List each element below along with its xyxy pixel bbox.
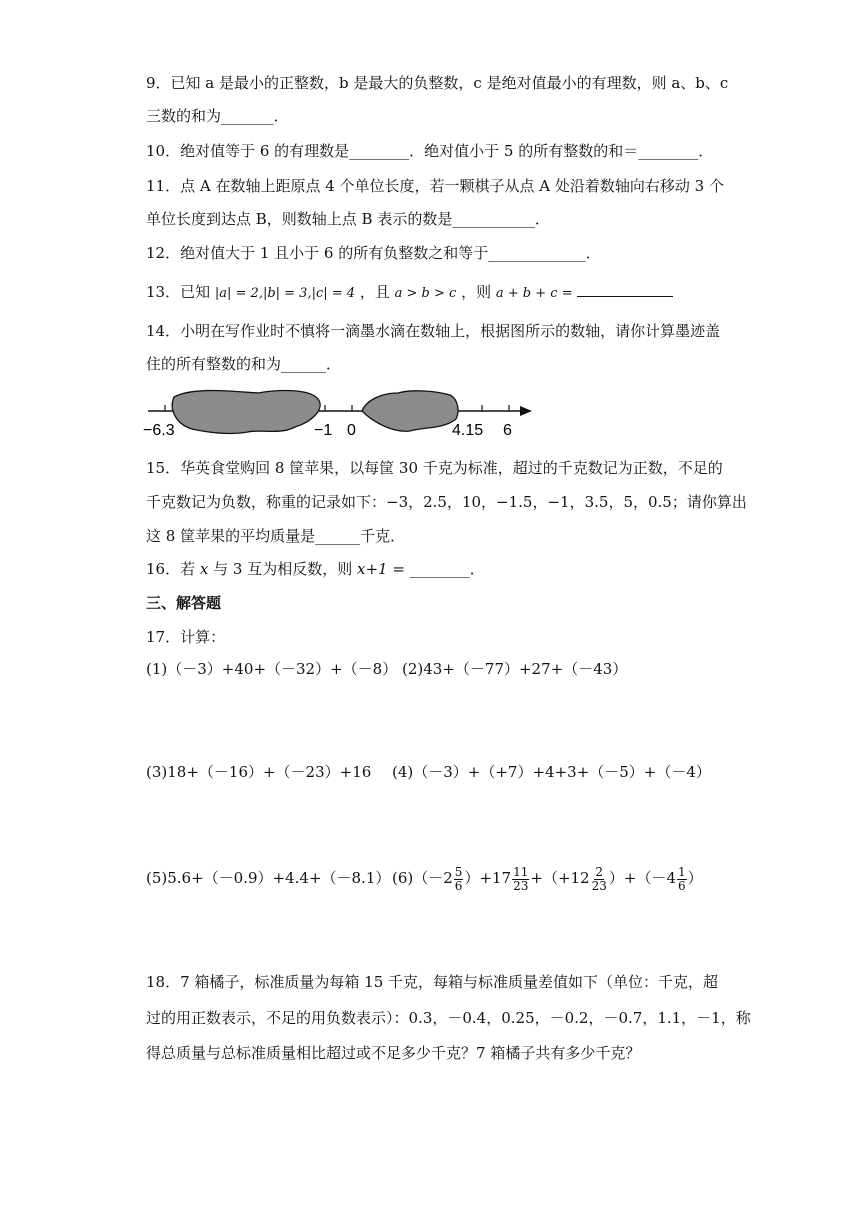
q13-expr: a + b + c = bbox=[495, 286, 573, 301]
number-line-arrow bbox=[520, 406, 532, 416]
q14-line1: 14．小明在写作业时不慎将一滴墨水滴在数轴上，根据图所示的数轴，请你计算墨迹盖 bbox=[146, 322, 721, 340]
q16-expr: x+1 = bbox=[357, 560, 405, 578]
frac-den: 23 bbox=[513, 878, 529, 893]
q18-line3: 得总质量与总标准质量相比超过或不足多少千克？7 箱橘子共有多少千克？ bbox=[146, 1044, 641, 1062]
q9-line2: 三数的和为_______． bbox=[146, 107, 289, 125]
q13-comma: ，则 bbox=[461, 283, 492, 301]
fraction-1-6 bbox=[677, 866, 687, 893]
label-neg-1: −1 bbox=[314, 422, 333, 439]
number-line-figure bbox=[140, 383, 540, 443]
q10: 10．绝对值等于 6 的有理数是________．绝对值小于 5 的所有整数的和＝________． bbox=[146, 142, 714, 160]
q17-part6-b: ）+17 bbox=[464, 869, 512, 887]
frac-num: 5 bbox=[454, 864, 463, 879]
q16-var: x bbox=[199, 560, 209, 578]
q16-mid: 与 3 互为相反数，则 bbox=[213, 560, 353, 578]
q16-prefix: 16．若 bbox=[146, 560, 196, 578]
frac-den: 6 bbox=[454, 878, 463, 893]
q17-part4: (4)（－3）+（+7）+4+3+（－5）+（－4） bbox=[392, 763, 711, 781]
q14-line2: 住的所有整数的和为______． bbox=[146, 355, 342, 373]
q18-line1: 18．7 箱橘子，标准质量为每箱 15 千克，每箱与标准质量差值如下（单位：千克，超 bbox=[146, 973, 719, 991]
frac-den: 6 bbox=[678, 878, 686, 893]
fraction-11-23 bbox=[512, 866, 529, 893]
frac-num: 1 bbox=[678, 864, 686, 879]
q16-suffix: ________． bbox=[409, 560, 485, 578]
q17-part5: (5)5.6+（－0.9）+4.4+（－8.1） bbox=[146, 869, 391, 887]
q13-condition: |a| = 2,|b| = 3,|c| = 4 bbox=[214, 286, 356, 301]
label-zero: 0 bbox=[347, 422, 356, 439]
q17-part6-d: ）+（－4 bbox=[608, 869, 677, 887]
q11-line1: 11．点 A 在数轴上距原点 4 个单位长度，若一颗棋子从点 A 处沿着数轴向右移动 3 个 bbox=[146, 177, 724, 195]
q9-line1: 9．已知 a 是最小的正整数，b 是最大的负整数，c 是绝对值最小的有理数，则 a、b、c bbox=[146, 74, 729, 92]
q15-line1: 15．华英食堂购回 8 筐苹果，以每筐 30 千克为标准，超过的千克数记为正数，不足的 bbox=[146, 459, 723, 477]
label-4-15: 4.15 bbox=[452, 422, 484, 439]
q11-line2: 单位长度到达点 B，则数轴上点 B 表示的数是___________． bbox=[146, 210, 550, 228]
q17-title: 17．计算： bbox=[146, 628, 226, 646]
q13-prefix: 13．已知 bbox=[146, 283, 211, 301]
q17-part3: (3)18+（－16）+（－23）+16 bbox=[146, 763, 372, 781]
q15-line2: 千克数记为负数，称重的记录如下：−3，2.5，10，−1.5，−1，3.5，5，0.5；请你算出 bbox=[146, 493, 747, 511]
label-neg-6-3: −6.3 bbox=[143, 422, 175, 439]
ink-blot-left bbox=[172, 391, 320, 434]
q18-line2: 过的用正数表示，不足的用负数表示）：0.3，－0.4，0.25，－0.2，－0.7，1.1，－1，称 bbox=[146, 1009, 751, 1027]
fraction-5-6 bbox=[454, 866, 464, 893]
q13 bbox=[146, 282, 673, 304]
q17-part6-e: ） bbox=[687, 869, 703, 887]
q17-part1: (1)（－3）+40+（－32）+（－8） bbox=[146, 660, 398, 678]
q16 bbox=[146, 559, 485, 579]
section-title-answer-questions: 三、解答题 bbox=[146, 594, 222, 612]
q17-part6-a: (6)（－2 bbox=[392, 869, 453, 887]
frac-num: 11 bbox=[513, 864, 529, 879]
q17-part6 bbox=[392, 858, 703, 898]
frac-num: 2 bbox=[595, 864, 604, 879]
q13-order: a > b > c bbox=[394, 286, 457, 301]
ink-blot-right bbox=[362, 391, 458, 431]
q13-mid: ，且 bbox=[359, 283, 390, 301]
q12: 12．绝对值大于 1 且小于 6 的所有负整数之和等于_____________． bbox=[146, 244, 601, 262]
q17-part6-c: +（+12 bbox=[530, 869, 590, 887]
q15-line3: 这 8 筐苹果的平均质量是______千克． bbox=[146, 527, 406, 545]
q13-answer-blank bbox=[577, 282, 673, 297]
frac-den: 23 bbox=[591, 878, 607, 893]
fraction-2-23 bbox=[591, 866, 608, 893]
q17-part2: (2)43+（－77）+27+（－43） bbox=[402, 660, 628, 678]
label-6: 6 bbox=[503, 422, 512, 439]
